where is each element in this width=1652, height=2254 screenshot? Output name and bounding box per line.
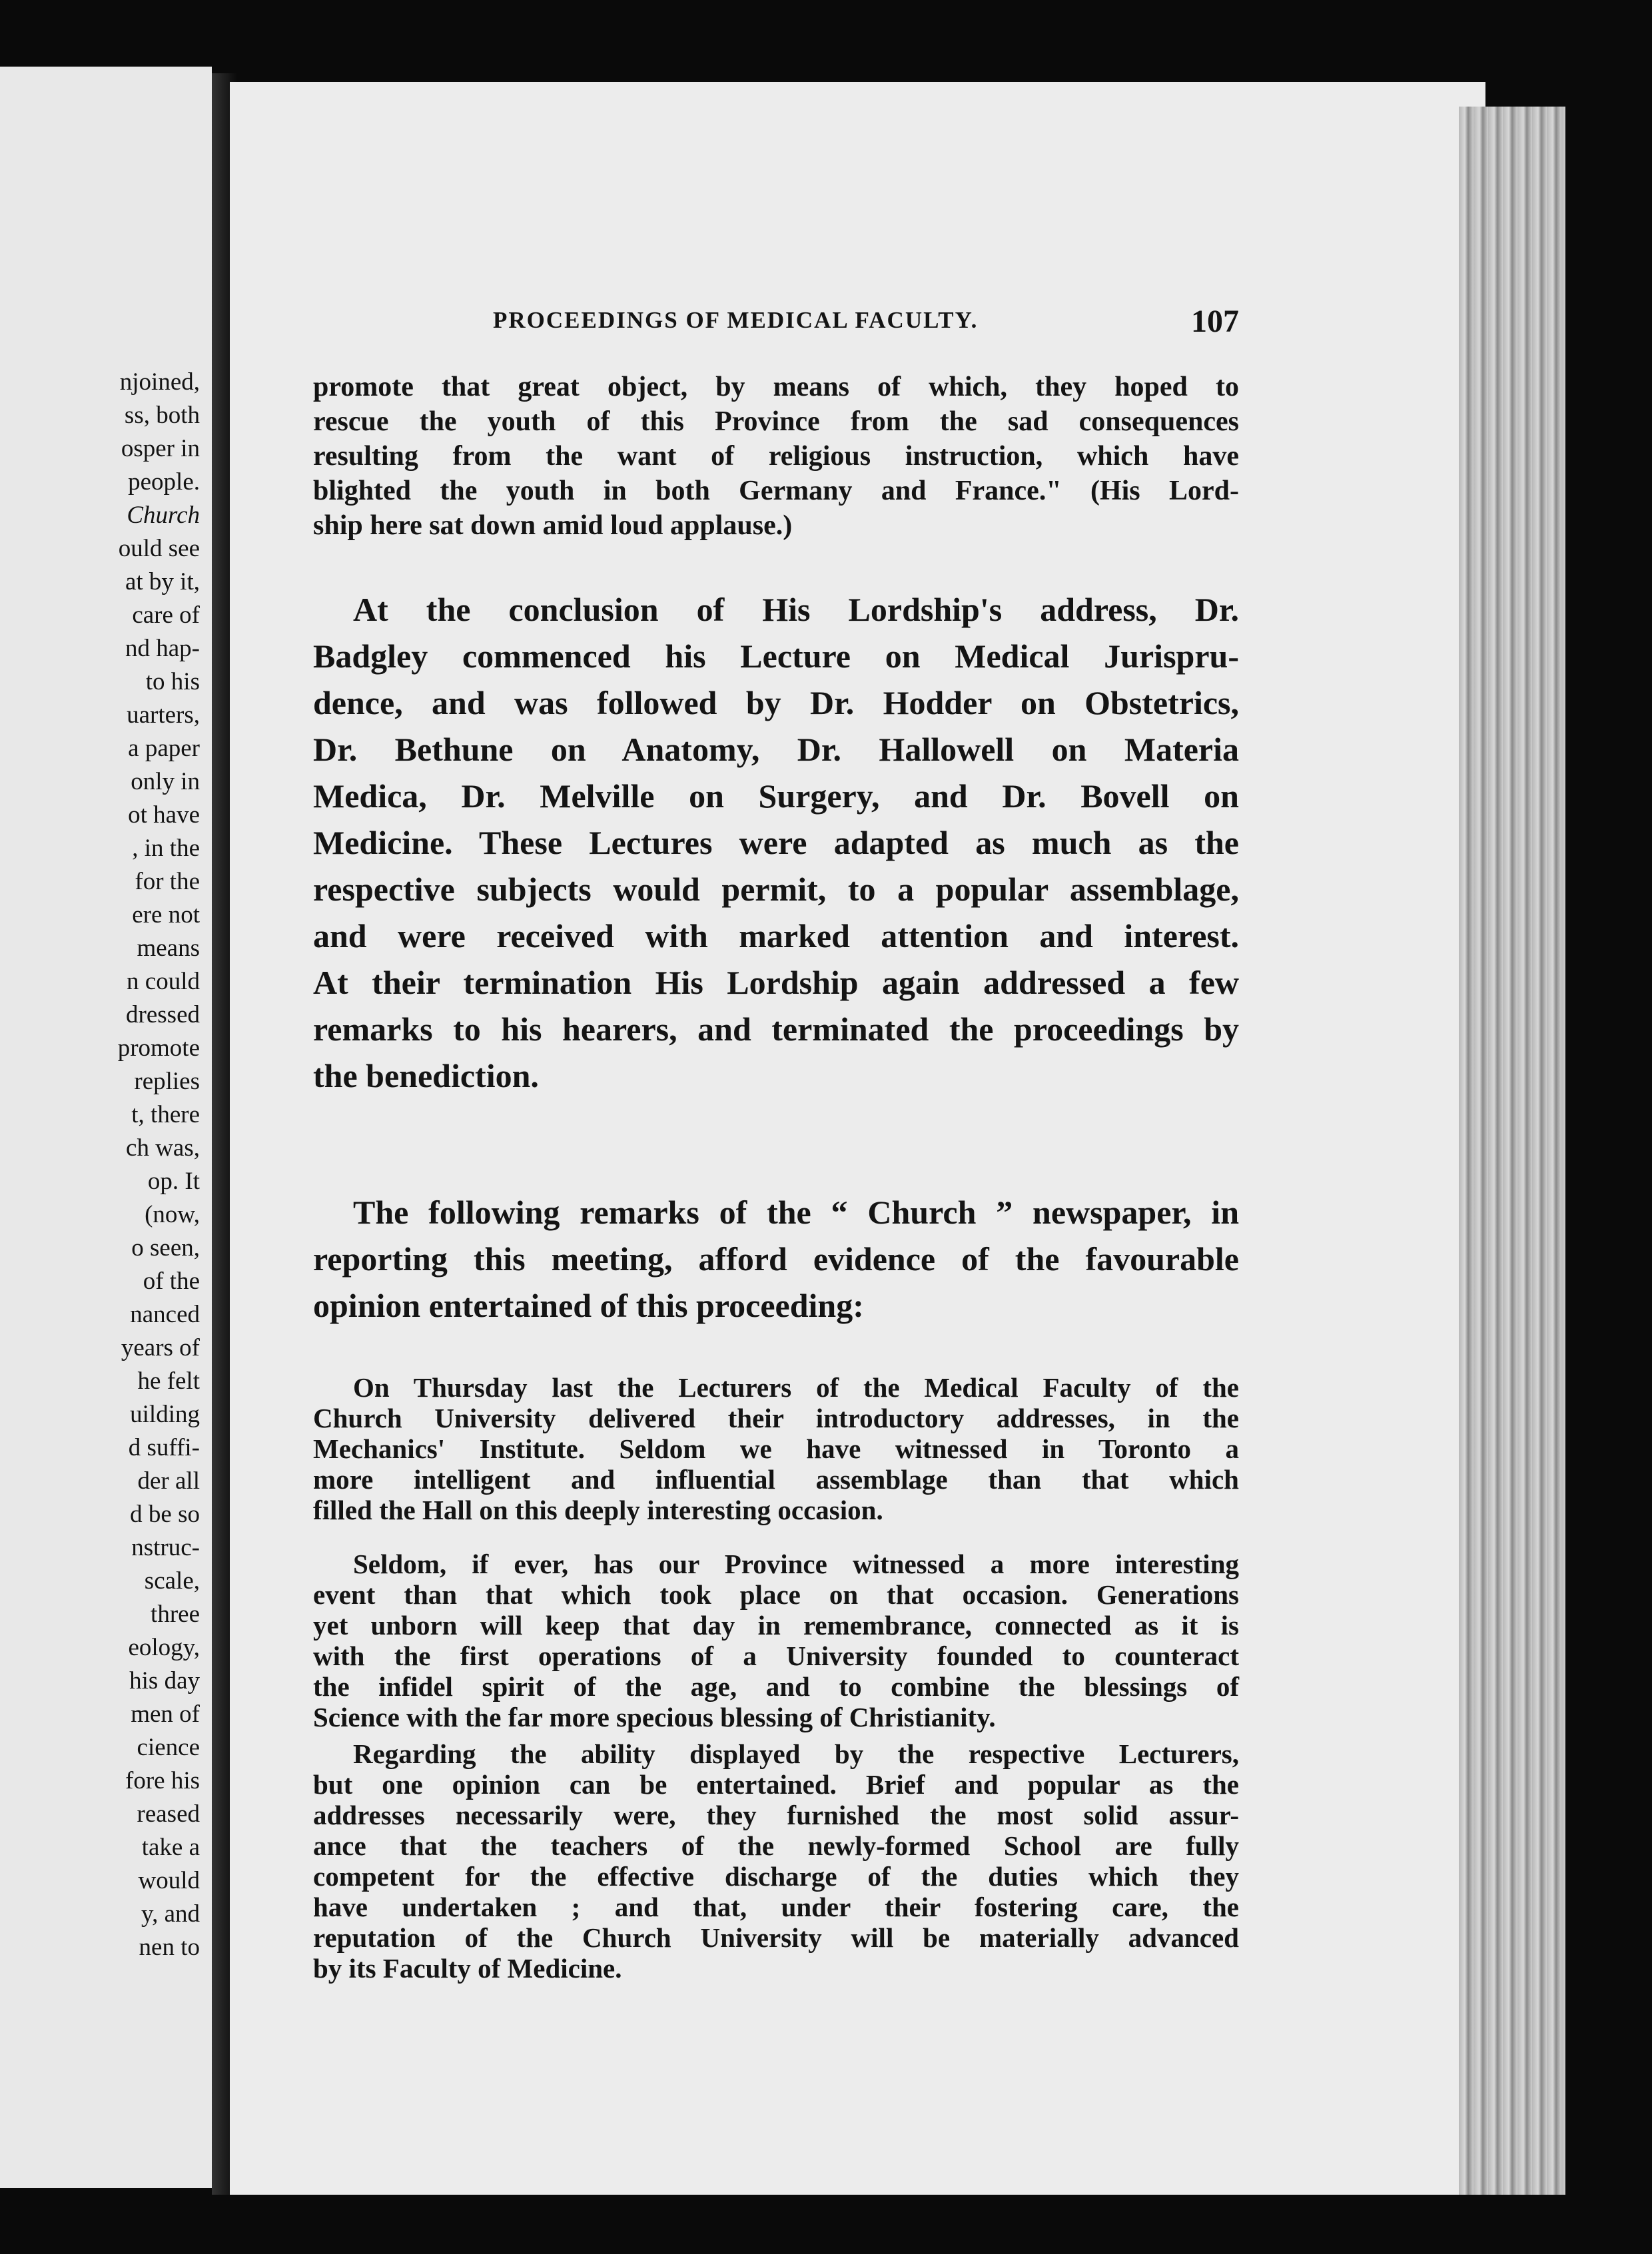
left-fragment: n could xyxy=(127,968,200,995)
text-line: reputation of the Church University will be materially advanced xyxy=(313,1922,1239,1953)
running-title: PROCEEDINGS OF MEDICAL FACULTY. xyxy=(493,307,979,333)
paragraph-lectures xyxy=(313,586,1239,1099)
left-fragment: dressed xyxy=(126,1001,200,1028)
text-line: Medicine. These Lectures were adapted as much as the xyxy=(313,824,1239,861)
left-fragment: for the xyxy=(135,868,200,895)
text-line: resulting from the want of religious instruction, which have xyxy=(313,441,1239,472)
left-fragment: years of xyxy=(121,1334,200,1361)
left-fragment: eology, xyxy=(128,1634,200,1661)
text-line: more intelligent and influential assemblage than that which xyxy=(313,1464,1239,1495)
left-fragment: only in xyxy=(131,768,200,795)
left-fragment: o seen, xyxy=(131,1234,200,1262)
text-line: Mechanics' Institute. Seldom we have witnessed in Toronto a xyxy=(313,1433,1239,1464)
text-line: Science with the far more specious blessing of Christianity. xyxy=(313,1702,996,1732)
left-fragment: nen to xyxy=(139,1934,200,1961)
text-line: by its Faculty of Medicine. xyxy=(313,1953,622,1984)
text-line: but one opinion can be entertained. Brief and popular as the xyxy=(313,1769,1239,1800)
quoted-paragraph-seldom xyxy=(313,1549,1239,1732)
left-fragment: his day xyxy=(129,1667,200,1694)
left-fragment: d suffi- xyxy=(128,1434,200,1461)
text-line: have undertaken ; and that, under their fostering care, the xyxy=(313,1892,1239,1922)
text-line: At the conclusion of His Lordship's address, Dr. xyxy=(353,591,1239,628)
text-line: reporting this meeting, afford evidence of the favourable xyxy=(313,1240,1239,1278)
left-fragment: three xyxy=(151,1601,200,1628)
page-number: 107 xyxy=(1191,304,1239,339)
left-fragment: promote xyxy=(117,1034,200,1062)
left-fragment: nstruc- xyxy=(131,1534,200,1561)
left-fragment: replies xyxy=(134,1068,200,1095)
left-fragment: uilding xyxy=(130,1401,200,1428)
text-line: ance that the teachers of the newly-formed School are fully xyxy=(313,1830,1239,1861)
text-line: the infidel spirit of the age, and to combine the blessings of xyxy=(313,1671,1239,1702)
text-line: with the first operations of a University founded to counteract xyxy=(313,1641,1239,1671)
left-fragment: op. It xyxy=(147,1168,200,1195)
left-fragment: at by it, xyxy=(125,568,200,595)
left-fragment: d be so xyxy=(130,1501,200,1528)
left-fragment: scale, xyxy=(144,1567,200,1595)
left-fragment: ot have xyxy=(128,801,200,829)
text-line: Church University delivered their introductory addresses, in the xyxy=(313,1403,1239,1433)
page-edges xyxy=(1459,107,1565,2195)
left-fragment: cience xyxy=(137,1734,200,1761)
quoted-paragraph-thursday xyxy=(313,1372,1239,1525)
left-fragment: would xyxy=(138,1867,200,1894)
left-fragment: uarters, xyxy=(127,701,200,729)
text-line: Seldom, if ever, has our Province witnessed a more interesting xyxy=(353,1549,1239,1579)
text-line: Dr. Bethune on Anatomy, Dr. Hallowell on Materia xyxy=(313,731,1239,768)
text-line: yet unborn will keep that day in remembrance, connected as it is xyxy=(313,1610,1239,1641)
left-page xyxy=(0,67,212,2188)
text-line: filled the Hall on this deeply interesting occasion. xyxy=(313,1495,883,1525)
left-fragment: ould see xyxy=(118,535,200,562)
left-fragment: men of xyxy=(131,1700,200,1728)
text-line: rescue the youth of this Province from the sad consequences xyxy=(313,406,1239,437)
text-line: Medica, Dr. Melville on Surgery, and Dr. Bovell on xyxy=(313,777,1239,815)
text-line: and were received with marked attention and interest. xyxy=(313,917,1239,954)
text-line: blighted the youth in both Germany and France." (His Lord- xyxy=(313,476,1239,506)
left-fragment: nanced xyxy=(130,1301,200,1328)
left-fragment: nd hap- xyxy=(125,635,200,662)
text-line: Badgley commenced his Lecture on Medical Jurispru- xyxy=(313,637,1239,675)
text-line: competent for the effective discharge of the duties which they xyxy=(313,1861,1239,1892)
left-fragment: fore his xyxy=(125,1767,200,1794)
text-line: opinion entertained of this proceeding: xyxy=(313,1287,864,1324)
left-fragment: take a xyxy=(141,1834,200,1861)
left-fragment: t, there xyxy=(131,1101,200,1128)
left-fragment: ch was, xyxy=(126,1134,200,1162)
left-fragment: ss, both xyxy=(124,402,200,429)
left-fragment: people. xyxy=(128,468,200,496)
left-page-text xyxy=(0,370,200,2101)
left-fragment: a paper xyxy=(128,735,200,762)
text-line: Regarding the ability displayed by the respective Lecturers, xyxy=(353,1738,1239,1769)
running-header xyxy=(493,303,1239,343)
left-fragment: of the xyxy=(143,1268,200,1295)
quoted-paragraph-regarding xyxy=(313,1738,1239,1984)
left-fragment: osper in xyxy=(121,435,200,462)
text-line: remarks to his hearers, and terminated the proceedings by xyxy=(313,1010,1239,1048)
text-line: respective subjects would permit, to a popular assemblage, xyxy=(313,871,1239,908)
left-fragment: der all xyxy=(137,1467,200,1495)
text-line: The following remarks of the “ Church ” newspaper, in xyxy=(353,1194,1239,1231)
text-line: On Thursday last the Lecturers of the Medical Faculty of the xyxy=(353,1372,1239,1403)
left-fragment: to his xyxy=(145,668,200,695)
left-fragment: ere not xyxy=(132,901,200,929)
paragraph-continuation xyxy=(313,370,1239,543)
left-fragment: he felt xyxy=(137,1367,200,1395)
left-fragment: means xyxy=(137,935,200,962)
left-fragment: njoined, xyxy=(119,368,200,396)
left-fragment: reased xyxy=(137,1800,200,1828)
left-fragment: (now, xyxy=(145,1201,200,1228)
text-line: addresses necessarily were, they furnished the most solid assur- xyxy=(313,1800,1239,1830)
text-line: event than that which took place on that occasion. Generations xyxy=(313,1579,1239,1610)
left-fragment: y, and xyxy=(141,1900,200,1928)
text-line: promote that great object, by means of which, they hoped to xyxy=(313,372,1239,402)
left-fragment: Church xyxy=(127,502,200,529)
left-fragment: , in the xyxy=(132,835,200,862)
text-line: At their termination His Lordship again addressed a few xyxy=(313,964,1239,1001)
paragraph-church-remarks xyxy=(313,1189,1239,1329)
left-fragment: care of xyxy=(132,601,200,629)
text-line: the benediction. xyxy=(313,1057,539,1094)
text-line: ship here sat down amid loud applause.) xyxy=(313,510,793,541)
text-line: dence, and was followed by Dr. Hodder on Obstetrics, xyxy=(313,684,1239,721)
